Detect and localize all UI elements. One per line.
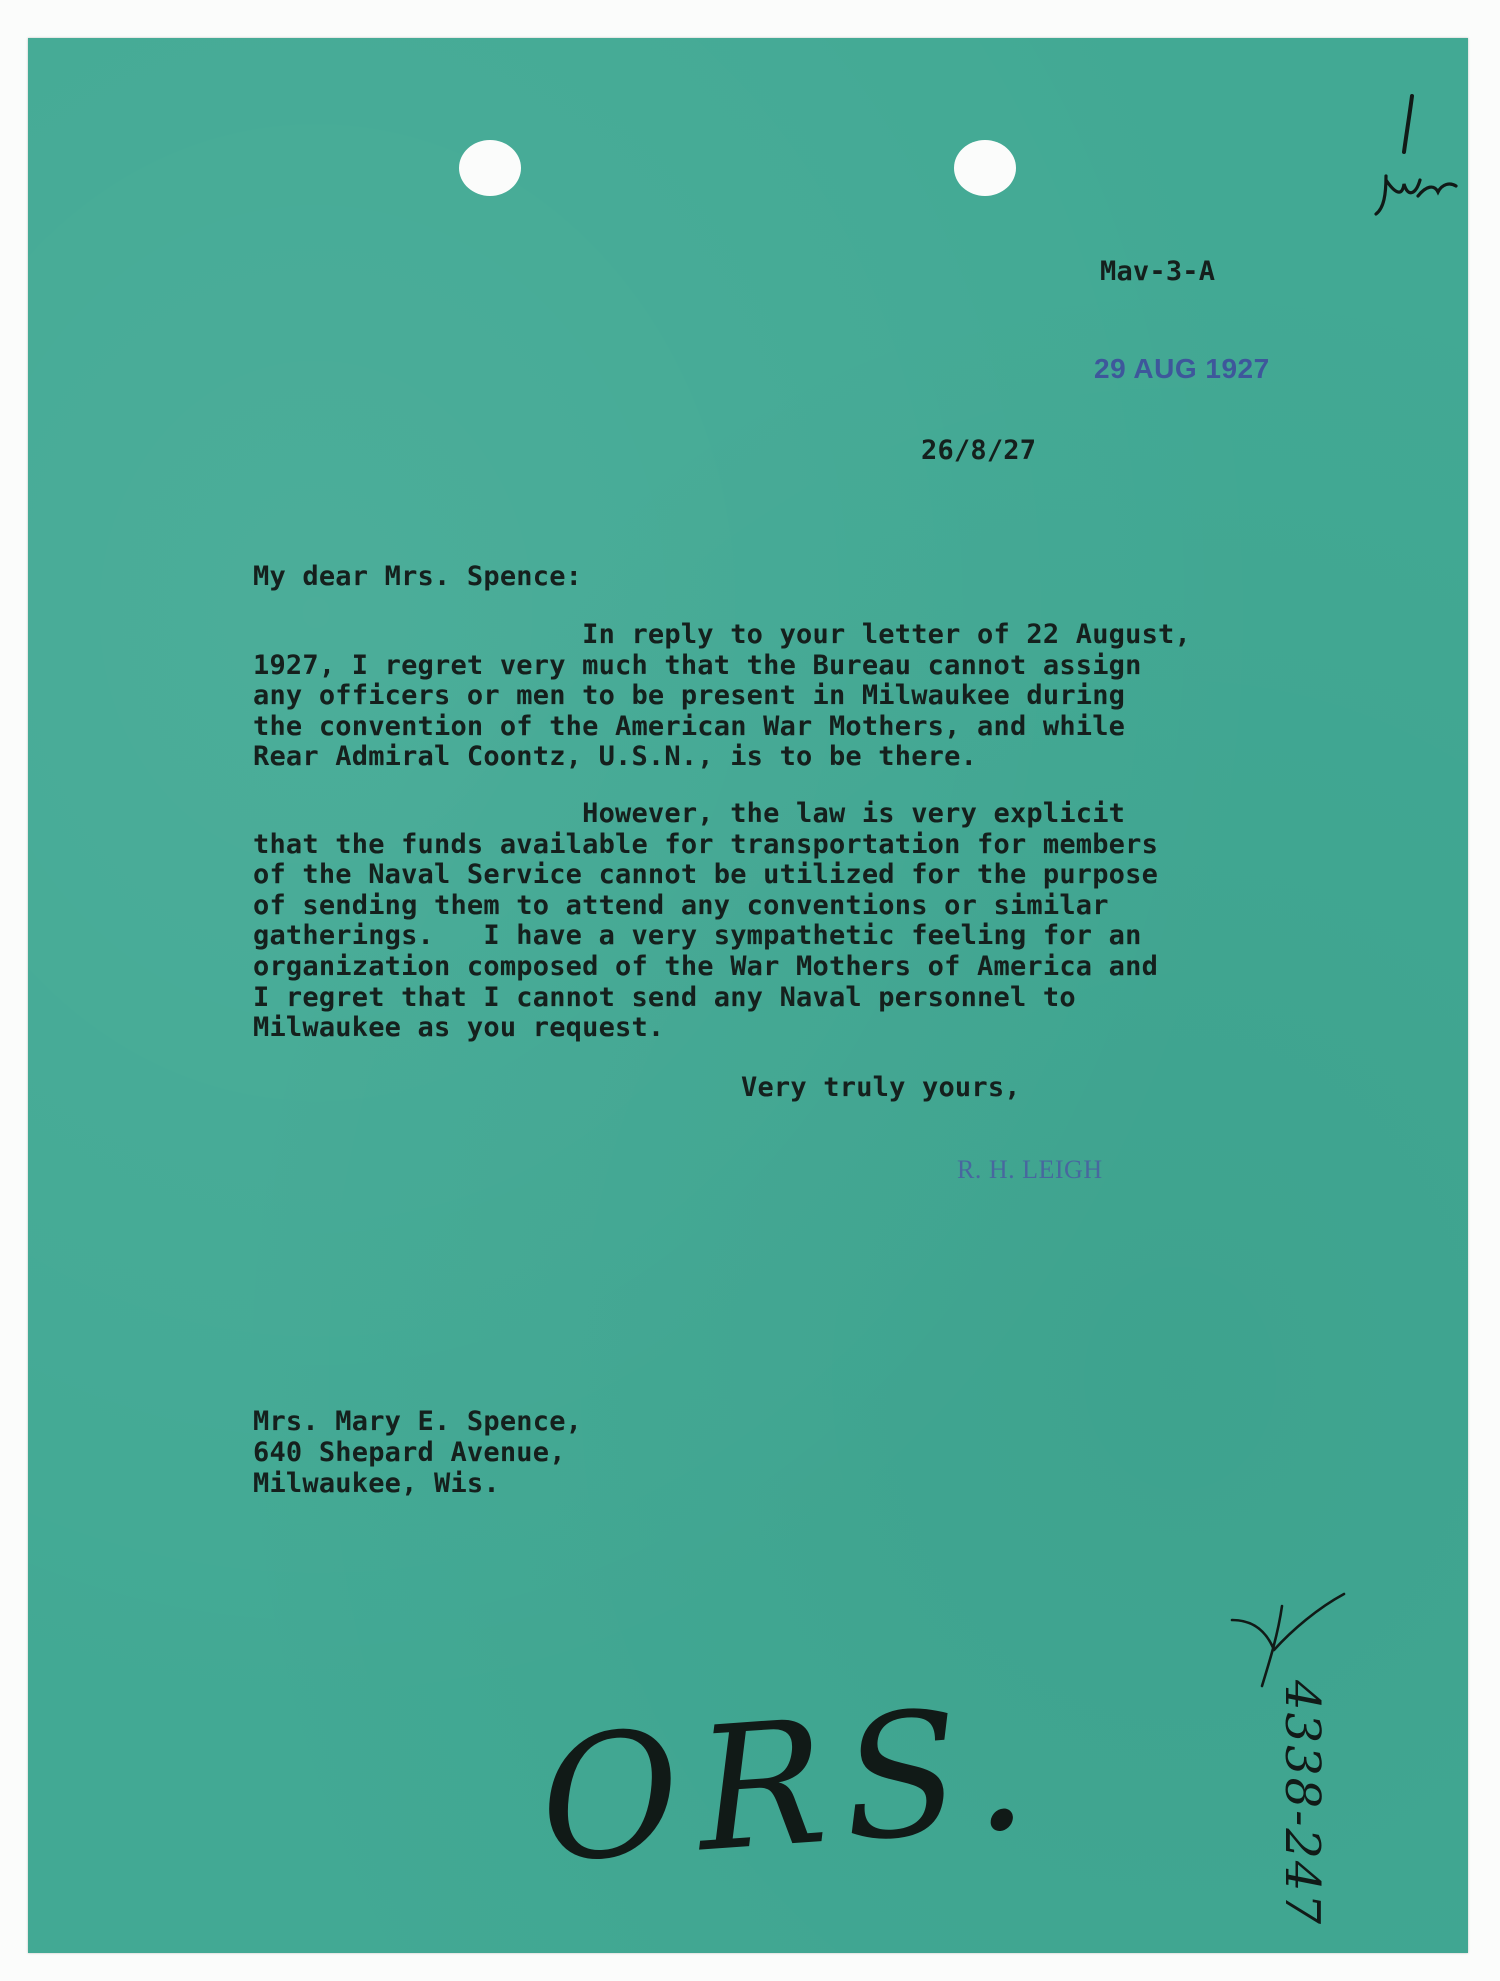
file-number: 4338-247	[1274, 1680, 1330, 1926]
addressee-street: 640 Shepard Avenue,	[253, 1437, 566, 1468]
letter-date: 26/8/27	[921, 435, 1037, 466]
initials-bottom: ORS.	[533, 1668, 1051, 1902]
punch-hole-left	[459, 140, 521, 196]
closing: Very truly yours,	[741, 1072, 1021, 1103]
body-paragraph-1: In reply to your letter of 22 August, 1927, I regret very much that the Bureau cannot assign any officers or men to be present in Milwaukee during the convention of the American War Mothers, and while Rear Admiral Coontz, U.S.N., is to be there.	[253, 619, 1191, 773]
punch-hole-right	[954, 140, 1016, 196]
page-number-mark	[1390, 92, 1430, 162]
salutation: My dear Mrs. Spence:	[253, 561, 583, 592]
signature-stamp: R. H. LEIGH	[957, 1155, 1103, 1184]
file-code: Mav-3-A	[1100, 256, 1216, 287]
body-paragraph-2: However, the law is very explicit that the funds available for transportation for members of the Naval Service cannot be utilized for the purpose of sending them to attend any conventions or similar gatherings. I have a very sympathetic feeling for an organization composed of the War Mothers of America and I regret that I cannot send any Naval personnel to Milwaukee as you request.	[253, 798, 1159, 1044]
received-date-stamp: 29 AUG 1927	[1094, 353, 1270, 384]
initials-top-mark	[1372, 172, 1462, 232]
addressee-city: Milwaukee, Wis.	[253, 1468, 500, 1499]
addressee-name: Mrs. Mary E. Spence,	[253, 1406, 583, 1437]
